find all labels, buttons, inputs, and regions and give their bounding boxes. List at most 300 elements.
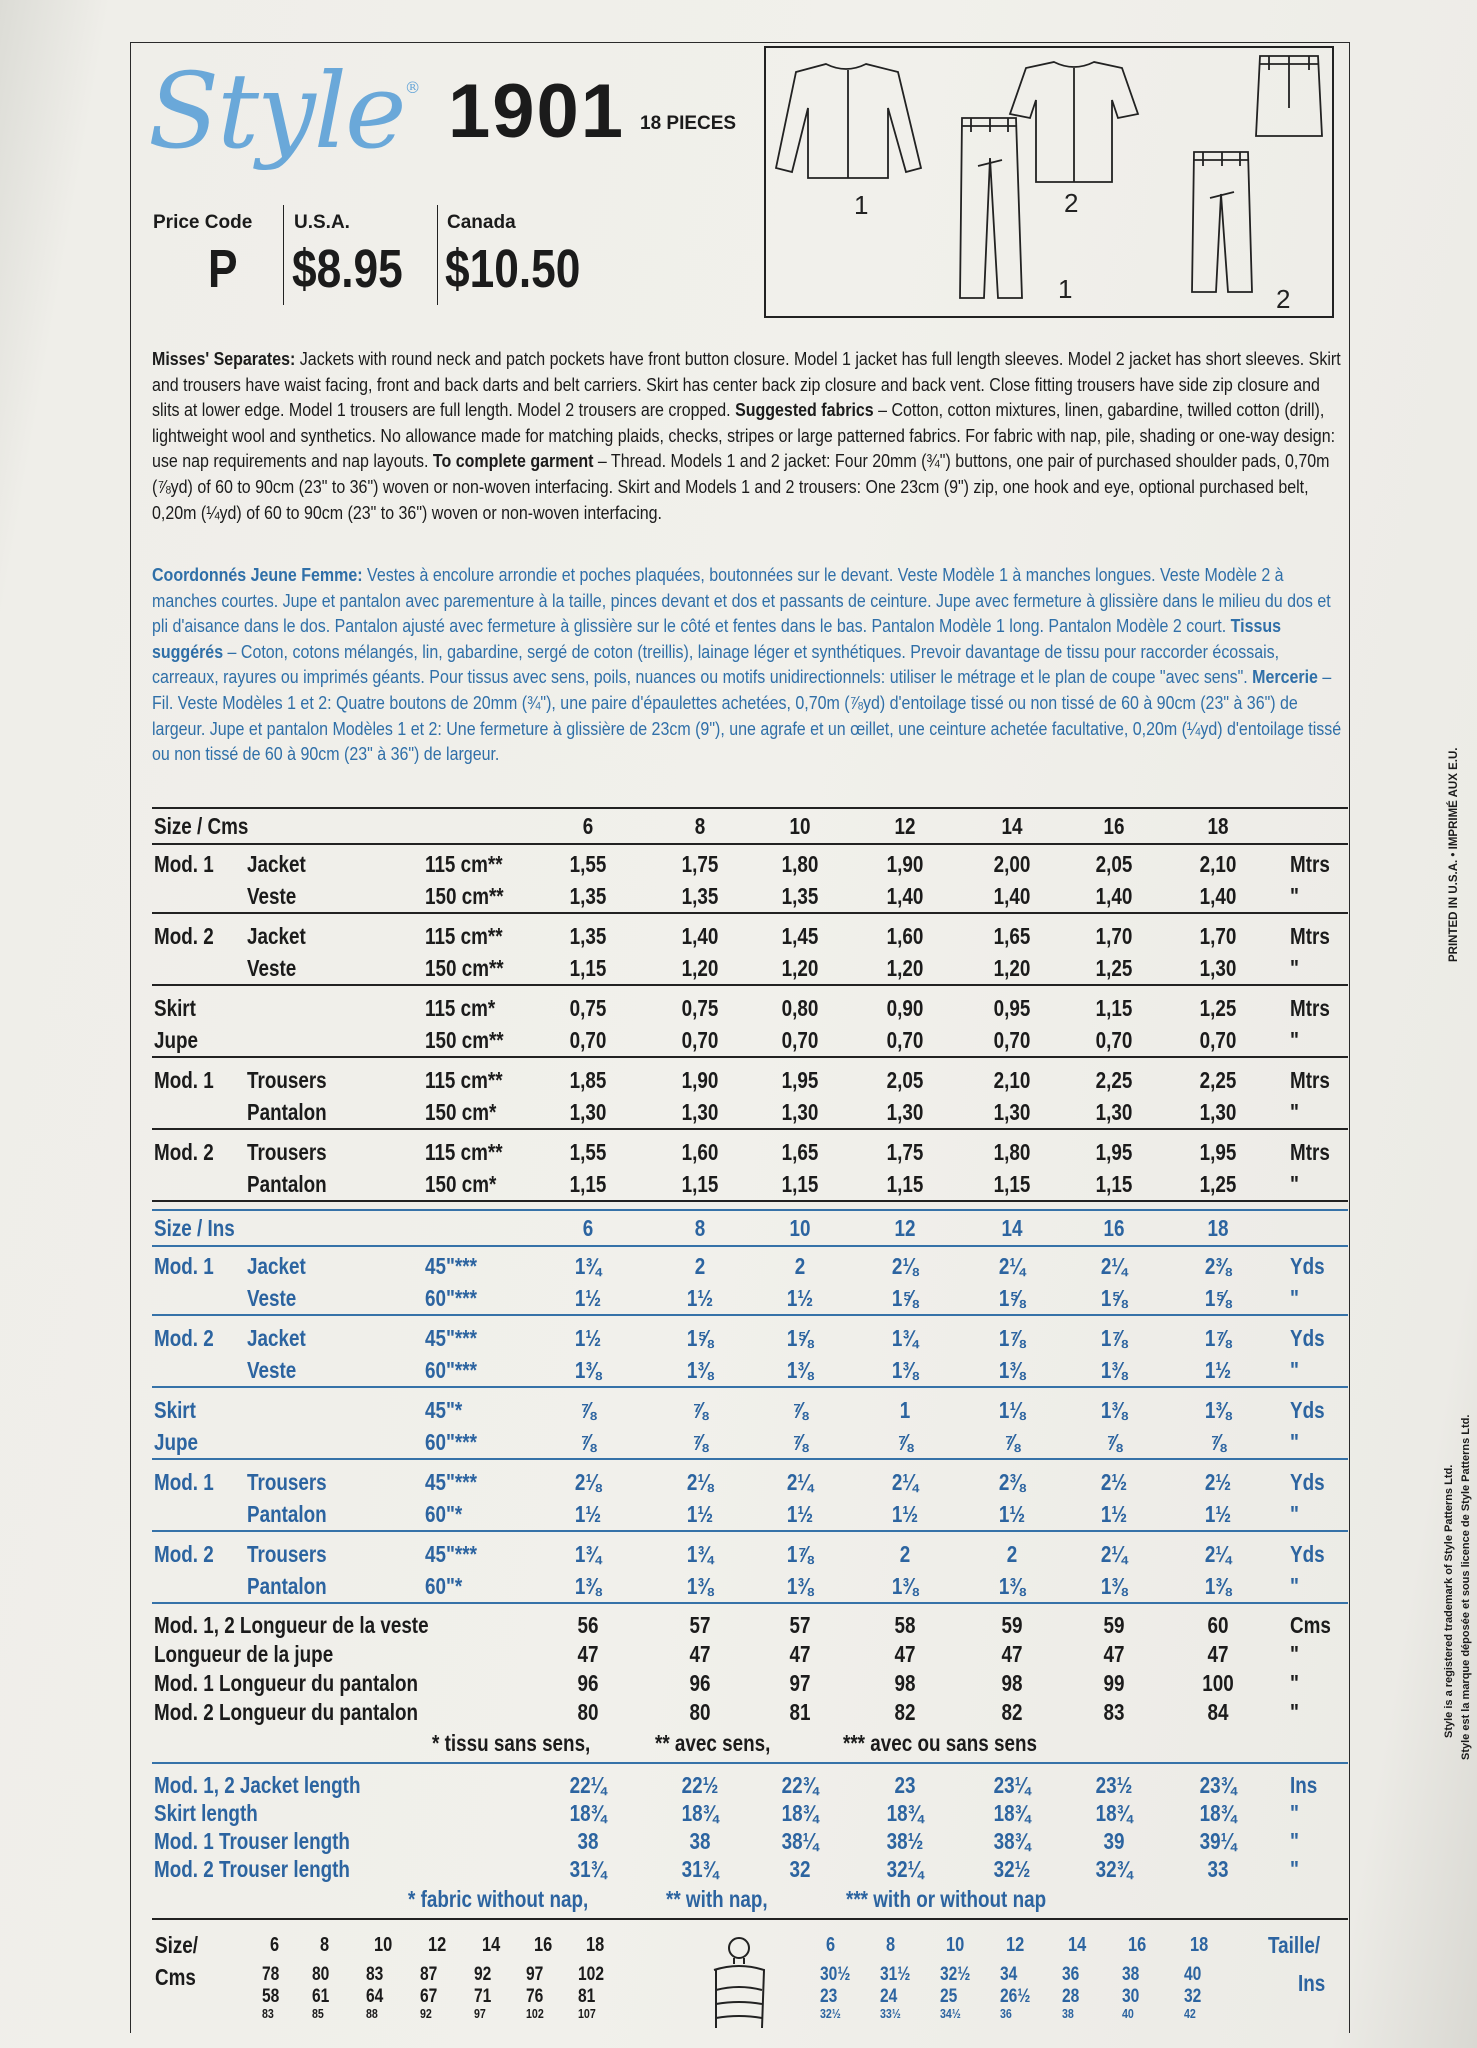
length-cm-value: 83 [1103, 1699, 1125, 1725]
length-in-value: 23½ [1095, 1772, 1133, 1798]
price-code-label: Price Code [153, 212, 253, 233]
length-in-value: 38¾ [993, 1828, 1031, 1854]
imperial-model: Skirt [154, 1397, 196, 1423]
length-cm-value: 82 [894, 1699, 916, 1725]
imperial-model: Mod. 2 [154, 1541, 214, 1567]
metric-fabric-width: 115 cm** [425, 851, 503, 877]
imperial-model: Jupe [154, 1428, 199, 1455]
metric-value: 0,70 [886, 1026, 924, 1053]
metric-value: 1,95 [1095, 1139, 1133, 1165]
metric-value: 0,75 [569, 995, 607, 1021]
body-in-value: 32 [1184, 1986, 1202, 2007]
length-in-unit: " [1290, 1800, 1299, 1826]
imperial-value: 1⅜ [891, 1356, 919, 1383]
trousers-full-sketch [960, 118, 1022, 298]
length-in-value: 18¾ [886, 1800, 924, 1826]
imperial-header-label: Size / Ins [154, 1215, 235, 1241]
metric-unit: Mtrs [1290, 923, 1330, 949]
imperial-model: Mod. 1 [154, 1253, 214, 1279]
metric-size-6: 6 [582, 813, 594, 839]
metric-row [152, 1171, 1348, 1201]
metric-value: 1,30 [1199, 1098, 1237, 1125]
body-in-value: 34½ [940, 2006, 961, 2021]
imperial-value: 1⅛ [998, 1397, 1026, 1423]
imperial-value: 1⅝ [1100, 1284, 1128, 1311]
metric-value: 1,80 [781, 851, 819, 877]
metric-row [152, 1139, 1348, 1169]
length-cm-unit: " [1290, 1699, 1299, 1725]
imperial-group-rule [152, 1458, 1348, 1460]
pieces-count: 18 PIECES [640, 113, 737, 134]
body-cm-value: 97 [474, 2006, 486, 2021]
length-cm-value: 80 [689, 1699, 711, 1725]
metric-value: 1,20 [886, 954, 924, 981]
body-size: 6 [270, 1934, 280, 1956]
metric-value: 1,55 [569, 851, 607, 877]
imperial-item: Trousers [247, 1541, 327, 1567]
body-table-top-rule [152, 1918, 1348, 1920]
body-in-value: 36 [1000, 2006, 1012, 2021]
metric-value: 0,95 [993, 995, 1031, 1021]
imperial-value: 2¼ [786, 1469, 814, 1495]
metric-model: Mod. 2 [154, 923, 214, 949]
imperial-value: 2 [899, 1541, 911, 1567]
body-in-value: 40 [1122, 2006, 1134, 2021]
length-in-value: 18¾ [781, 1800, 819, 1826]
imperial-value: 1¾ [686, 1541, 714, 1567]
body-size: 14 [482, 1934, 501, 1956]
imperial-value: 1⅜ [1204, 1397, 1232, 1423]
imperial-fabric-width: 60"*** [425, 1356, 477, 1383]
note-1: * fabric without nap, [408, 1886, 589, 1912]
metric-fabric-width: 115 cm** [425, 923, 503, 949]
length-in-value: 18¾ [1095, 1800, 1133, 1826]
length-cm-value: 84 [1207, 1699, 1229, 1725]
imperial-value: 1½ [686, 1284, 714, 1311]
length-cm-value: 82 [1001, 1699, 1023, 1725]
metric-value: 1,40 [1199, 882, 1237, 909]
imperial-group-rule [152, 1602, 1348, 1604]
length-cm-value: 99 [1103, 1670, 1125, 1696]
metric-value: 1,15 [569, 1170, 607, 1197]
metric-value: 1,15 [681, 1170, 719, 1197]
length-cm-label: Longueur de la jupe [154, 1641, 334, 1667]
metric-value: 1,55 [569, 1139, 607, 1165]
length-in-value: 23¼ [993, 1772, 1031, 1798]
note-2: ** avec sens, [655, 1730, 771, 1756]
metric-fabric-width: 150 cm** [425, 882, 504, 909]
metric-value: 0,70 [1095, 1026, 1133, 1053]
body-cm-value: 76 [526, 1986, 544, 2007]
imperial-value: 1½ [1204, 1356, 1232, 1383]
length-in-value: 18¾ [1199, 1800, 1237, 1826]
length-cm-unit: Cms [1290, 1612, 1331, 1638]
sketch-label-trousers2: 2 [1276, 284, 1291, 314]
length-cm-label: Mod. 2 Longueur du pantalon [154, 1699, 419, 1725]
body-in-value: 25 [940, 1986, 958, 2007]
metric-value: 1,35 [681, 882, 719, 909]
price-code: P [208, 239, 238, 299]
imperial-value: 2⅛ [686, 1469, 714, 1495]
length-cm-value: 96 [689, 1670, 711, 1696]
metric-model: Mod. 1 [154, 1067, 214, 1093]
metric-header-row [152, 813, 1348, 843]
imperial-value: ⅞ [1106, 1428, 1122, 1455]
metric-value: 0,80 [781, 995, 819, 1021]
metric-unit: " [1290, 1098, 1299, 1125]
metric-value: 1,65 [781, 1139, 819, 1165]
imperial-unit: Yds [1290, 1469, 1325, 1495]
price-divider-2 [437, 205, 438, 305]
length-in-label: Mod. 1, 2 Jacket length [154, 1772, 361, 1798]
imperial-group-rule [152, 1530, 1348, 1532]
metric-value: 1,25 [1199, 995, 1237, 1021]
metric-value: 1,20 [993, 954, 1031, 981]
body-size: 16 [534, 1934, 553, 1956]
metric-top-rule [152, 807, 1348, 809]
metric-value: 1,35 [569, 882, 607, 909]
length-in-unit: " [1290, 1828, 1299, 1854]
metric-unit: " [1290, 954, 1299, 981]
imperial-value: 2 [694, 1253, 706, 1279]
length-cm-row [152, 1699, 1348, 1729]
sketch-label-jacket2: 2 [1064, 188, 1079, 218]
metric-unit: Mtrs [1290, 1139, 1330, 1165]
body-cm-value: 64 [366, 1986, 384, 2007]
metric-value: 1,15 [569, 954, 607, 981]
length-cm-value: 98 [894, 1670, 916, 1696]
imperial-value: 2 [794, 1253, 806, 1279]
imperial-value: 2⅜ [998, 1469, 1026, 1495]
metric-value: 1,75 [886, 1139, 924, 1165]
lengths-in-top-rule [152, 1762, 1348, 1764]
sketch-label-jacket1: 1 [854, 190, 869, 220]
metric-value: 1,15 [886, 1170, 924, 1197]
imperial-value: 2⅛ [891, 1253, 919, 1279]
imperial-size-14: 14 [1001, 1215, 1023, 1241]
body-cm-value: 102 [578, 1964, 604, 1985]
metric-value: 0,90 [886, 995, 924, 1021]
metric-fabric-width: 150 cm** [425, 1026, 504, 1053]
pattern-number: 1901 [448, 69, 626, 154]
length-cm-value: 81 [789, 1699, 811, 1725]
length-cm-value: 60 [1207, 1612, 1229, 1638]
metric-fabric-width: 150 cm* [425, 1098, 497, 1125]
imperial-row [152, 1397, 1348, 1427]
imperial-value: 1¾ [574, 1541, 602, 1567]
body-cm-value: 61 [312, 1986, 330, 2007]
body-taille-label: Taille/ [1268, 1932, 1321, 1958]
length-in-value: 23¾ [1199, 1772, 1237, 1798]
metric-unit: " [1290, 1170, 1299, 1197]
body-in-value: 36 [1062, 1964, 1080, 1985]
metric-value: 1,30 [886, 1098, 924, 1125]
imperial-top-rule [152, 1209, 1348, 1211]
length-cm-value: 47 [1207, 1641, 1229, 1667]
jacket-long-sleeve-sketch [776, 64, 921, 178]
body-cm-value: 102 [526, 2006, 544, 2021]
length-in-value: 32½ [993, 1856, 1031, 1882]
body-in-size: 8 [886, 1934, 896, 1956]
metric-fabric-width: 150 cm* [425, 1170, 497, 1197]
length-cm-value: 47 [789, 1641, 811, 1667]
body-figure-icon [700, 1932, 778, 2032]
length-cm-row [152, 1670, 1348, 1700]
length-in-value: 32 [789, 1856, 811, 1882]
metric-value: 1,95 [781, 1067, 819, 1093]
metric-row [152, 1067, 1348, 1097]
imperial-value: 1½ [1100, 1500, 1128, 1527]
price-divider [283, 205, 284, 305]
metric-value: 1,40 [1095, 882, 1133, 909]
imperial-row [152, 1469, 1348, 1499]
body-in-size: 12 [1006, 1934, 1025, 1956]
length-cm-value: 100 [1202, 1670, 1234, 1696]
imperial-item: Pantalon [247, 1500, 327, 1527]
imperial-value: 1⅜ [786, 1572, 814, 1599]
length-cm-value: 56 [577, 1612, 599, 1638]
metric-value: 1,25 [1095, 954, 1133, 981]
imperial-fabric-width: 45"*** [425, 1325, 477, 1351]
length-cm-value: 98 [1001, 1670, 1023, 1696]
length-cm-value: 47 [689, 1641, 711, 1667]
imperial-unit: Yds [1290, 1397, 1325, 1423]
body-in-value: 38 [1122, 1964, 1140, 1985]
length-in-row [152, 1800, 1348, 1830]
imperial-value: 1½ [891, 1500, 919, 1527]
length-cm-value: 59 [1103, 1612, 1125, 1638]
metric-value: 0,70 [993, 1026, 1031, 1053]
imperial-value: ⅞ [897, 1428, 913, 1455]
metric-group-rule [152, 1200, 1348, 1202]
canada-price-label: Canada [447, 212, 516, 233]
length-in-row [152, 1828, 1348, 1858]
imperial-fabric-width: 60"*** [425, 1284, 477, 1311]
metric-value: 1,25 [1199, 1170, 1237, 1197]
length-cm-value: 47 [1103, 1641, 1125, 1667]
length-in-value: 38¼ [781, 1828, 819, 1854]
body-cm-value: 97 [526, 1964, 544, 1985]
body-cms-label: Cms [155, 1964, 196, 1990]
imperial-group-rule [152, 1386, 1348, 1388]
imperial-value: 2¼ [1204, 1541, 1232, 1567]
body-cm-value: 85 [312, 2006, 324, 2021]
length-cm-value: 47 [894, 1641, 916, 1667]
imperial-fabric-width: 45"* [425, 1397, 463, 1423]
length-cm-value: 96 [577, 1670, 599, 1696]
length-cm-value: 47 [577, 1641, 599, 1667]
length-in-value: 32¾ [1095, 1856, 1133, 1882]
garment-sketches [764, 46, 1334, 318]
imperial-row [152, 1253, 1348, 1283]
imperial-size-10: 10 [789, 1215, 811, 1241]
metric-row [152, 995, 1348, 1025]
imperial-value: 2¼ [998, 1253, 1026, 1279]
metric-value: 1,30 [781, 1098, 819, 1125]
length-in-value: 22¼ [569, 1772, 607, 1798]
length-in-label: Skirt length [154, 1800, 258, 1826]
imperial-value: 1⅜ [998, 1356, 1026, 1383]
body-cm-value: 83 [366, 1964, 384, 1985]
length-in-notes [152, 1886, 1348, 1916]
note-3: *** with or without nap [846, 1886, 1047, 1912]
metric-value: 0,70 [681, 1026, 719, 1053]
imperial-unit: " [1290, 1428, 1299, 1455]
body-size-label: Size/ [155, 1932, 198, 1958]
imperial-value: ⅞ [1004, 1428, 1020, 1455]
imperial-value: 1⅜ [786, 1356, 814, 1383]
body-in-value: 34 [1000, 1964, 1018, 1985]
metric-value: 1,35 [569, 923, 607, 949]
imperial-size-12: 12 [894, 1215, 916, 1241]
imperial-row [152, 1285, 1348, 1315]
metric-value: 1,60 [886, 923, 924, 949]
imperial-unit: Yds [1290, 1541, 1325, 1567]
usa-price: $8.95 [292, 239, 403, 299]
description-english: Misses' Separates: Jackets with round neck and patch pockets have front button closure. Model 1 jacket has full length sleeves. Model 2 jacket has short sleeves. Skirt and trousers have waist facing, front and back darts and belt carriers. Skirt has center back zip closure and back vent. Close fitting trousers have side zip closure and slits at lower edge. Model 1 trousers are full length. Model 2 trousers are cropped. Suggested fabrics – Cotton, cotton mixtures, linen, gabardine, twilled cotton (drill), lightweight wool and synthetics. No allowance made for matching plaids, checks, stripes or large patterned fabrics. For fabric with nap, pile, shading or one-way design: use nap requirements and nap layouts. To complete garment – Thread. Models 1 and 2 jacket: Four 20mm (¾") buttons, one pair of purchased shoulder pads, 0,70m (⅞yd) of 60 to 90cm (23" to 36") woven or non-woven interfacing. Skirt and Models 1 and 2 trousers: One 23cm (9") zip, one hook and eye, optional purchased belt, 0,20m (¼yd) of 60 to 90cm (23" to 36") woven or non-woven interfacing. [152, 348, 1341, 523]
metric-size-12: 12 [894, 813, 916, 839]
imperial-value: ⅞ [580, 1428, 596, 1455]
imperial-value: 2⅛ [574, 1469, 602, 1495]
imperial-size-18: 18 [1207, 1215, 1229, 1241]
imperial-size-8: 8 [694, 1215, 706, 1241]
metric-unit: Mtrs [1290, 995, 1330, 1021]
metric-value: 1,90 [681, 1067, 719, 1093]
metric-row [152, 1099, 1348, 1129]
imperial-group-rule [152, 1314, 1348, 1316]
imperial-value: 2 [1006, 1541, 1018, 1567]
imperial-size-16: 16 [1103, 1215, 1125, 1241]
body-in-value: 24 [880, 1986, 898, 2007]
imperial-value: ⅞ [792, 1397, 808, 1423]
length-cm-value: 58 [894, 1612, 916, 1638]
imperial-value: 1½ [574, 1284, 602, 1311]
metric-item: Trousers [247, 1067, 327, 1093]
length-cm-notes [152, 1730, 1348, 1760]
metric-value: 1,15 [1095, 995, 1133, 1021]
length-cm-value: 47 [1001, 1641, 1023, 1667]
length-in-value: 38 [689, 1828, 711, 1854]
imperial-value: 1½ [1204, 1500, 1232, 1527]
metric-row [152, 955, 1348, 985]
imperial-fabric-width: 60"* [425, 1572, 463, 1599]
metric-model: Jupe [154, 1026, 199, 1053]
imperial-fabric-width: 60"* [425, 1500, 463, 1527]
imperial-fabric-width: 60"*** [425, 1428, 477, 1455]
metric-row [152, 851, 1348, 881]
imperial-value: 1⅜ [998, 1572, 1026, 1599]
metric-value: 2,10 [1199, 851, 1237, 877]
metric-value: 1,30 [1095, 1098, 1133, 1125]
imperial-value: 1⅜ [574, 1572, 602, 1599]
metric-value: 1,35 [781, 882, 819, 909]
metric-size-14: 14 [1001, 813, 1023, 839]
metric-value: 2,05 [886, 1067, 924, 1093]
body-size: 10 [374, 1934, 393, 1956]
body-cm-value: 71 [474, 1986, 492, 2007]
length-in-unit: Ins [1290, 1772, 1318, 1798]
metric-value: 1,30 [681, 1098, 719, 1125]
length-in-value: 18¾ [993, 1800, 1031, 1826]
imperial-fabric-width: 45"*** [425, 1541, 477, 1567]
metric-item: Veste [247, 882, 297, 909]
metric-value: 1,30 [993, 1098, 1031, 1125]
body-in-value: 26½ [1000, 1986, 1031, 2007]
length-in-value: 39¼ [1199, 1828, 1237, 1854]
note-3: *** avec ou sans sens [843, 1730, 1037, 1756]
metric-item: Veste [247, 954, 297, 981]
imperial-value: 2¼ [1100, 1253, 1128, 1279]
metric-value: 1,40 [993, 882, 1031, 909]
body-cm-value: 81 [578, 1986, 596, 2007]
metric-value: 1,70 [1095, 923, 1133, 949]
imperial-fabric-width: 45"*** [425, 1253, 477, 1279]
imperial-value: 1½ [998, 1500, 1026, 1527]
imperial-value: ⅞ [692, 1428, 708, 1455]
length-in-value: 31¾ [681, 1856, 719, 1882]
skirt-sketch [1256, 56, 1322, 136]
body-in-value: 23 [820, 1986, 838, 2007]
metric-value: 0,75 [681, 995, 719, 1021]
imperial-value: ⅞ [792, 1428, 808, 1455]
sketch-label-trousers1: 1 [1058, 274, 1073, 304]
metric-size-16: 16 [1103, 813, 1125, 839]
body-in-value: 32½ [940, 1964, 971, 1985]
imperial-value: 1⅞ [786, 1541, 814, 1567]
metric-model: Skirt [154, 995, 196, 1021]
imperial-value: 1⅜ [686, 1356, 714, 1383]
imperial-value: 1⅞ [1100, 1325, 1128, 1351]
length-in-value: 22¾ [781, 1772, 819, 1798]
usa-price-label: U.S.A. [294, 212, 350, 233]
metric-fabric-width: 115 cm** [425, 1139, 503, 1165]
length-cm-value: 59 [1001, 1612, 1023, 1638]
imperial-value: 1⅞ [1204, 1325, 1232, 1351]
body-size: 12 [428, 1934, 447, 1956]
metric-row [152, 1027, 1348, 1057]
body-in-size: 14 [1068, 1934, 1087, 1956]
imperial-value: 2¼ [1100, 1541, 1128, 1567]
metric-row [152, 923, 1348, 953]
brand-logo: Style® [148, 50, 419, 172]
body-in-size: 6 [826, 1934, 836, 1956]
metric-model: Mod. 2 [154, 1139, 214, 1165]
metric-value: 2,05 [1095, 851, 1133, 877]
metric-size-8: 8 [694, 813, 706, 839]
metric-value: 1,75 [681, 851, 719, 877]
body-in-size: 16 [1128, 1934, 1147, 1956]
length-cm-value: 97 [789, 1670, 811, 1696]
imperial-value: 1⅜ [1100, 1572, 1128, 1599]
imperial-value: 1½ [786, 1284, 814, 1311]
trousers-cropped-sketch [1192, 152, 1252, 292]
length-in-value: 38 [577, 1828, 599, 1854]
length-in-unit: " [1290, 1856, 1299, 1882]
imperial-value: ⅞ [1210, 1428, 1226, 1455]
imperial-value: 1¾ [574, 1253, 602, 1279]
trademark-1: Style is a registered trademark of Style Patterns Ltd. [1443, 1464, 1455, 1738]
length-cm-value: 80 [577, 1699, 599, 1725]
imperial-value: 1⅜ [1100, 1356, 1128, 1383]
metric-item: Jacket [247, 851, 306, 877]
body-cm-value: 80 [312, 1964, 330, 1985]
imperial-value: 1 [899, 1397, 911, 1423]
imperial-value: 1⅜ [1100, 1397, 1128, 1423]
imperial-model: Mod. 1 [154, 1469, 214, 1495]
metric-value: 1,40 [886, 882, 924, 909]
imperial-header-row [152, 1215, 1348, 1245]
metric-value: 1,85 [569, 1067, 607, 1093]
